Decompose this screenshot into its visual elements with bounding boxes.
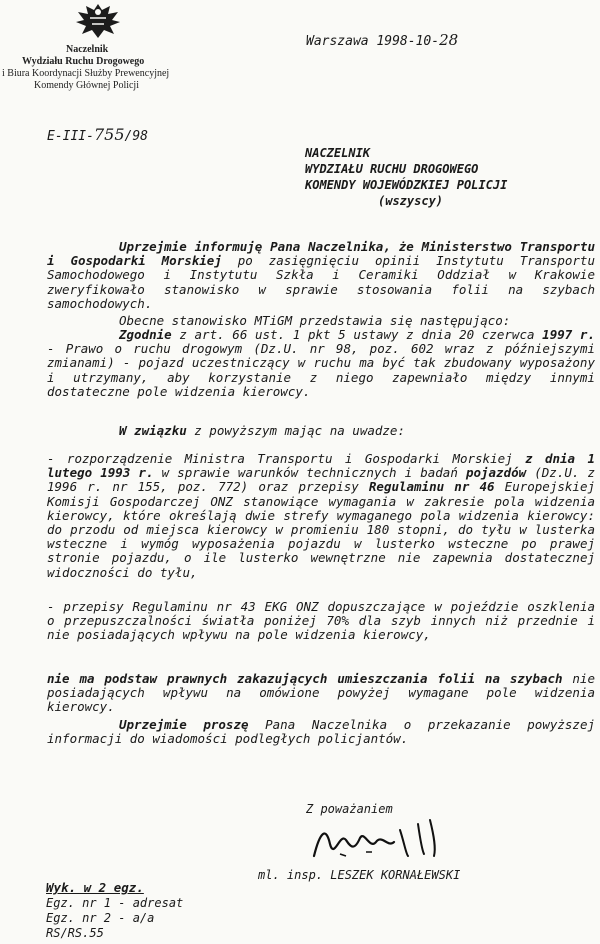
p5-c: w sprawie warunków technicznych i badań: [153, 465, 466, 481]
p5-a: - rozporządzenie Ministra Transportu i Gospodarki Morskiej: [47, 451, 526, 466]
p7-rest: nie posiadających wpływu na omówione powyżej wymagane pole widzenia kierowcy.: [47, 671, 595, 715]
body-paragraph-6: [47, 600, 595, 643]
copies-title: Wyk. w 2 egz.: [46, 880, 144, 895]
p3-rest: - Prawo o ruchu drogowym (Dz.U. nr 98, poz. 602 wraz z późniejszymi zmianami) - pojazd uczestniczący w ruchu ma być tak zbudowany wyposażony i utrzymany, aby korzystanie z niego zapewniało między innymi dostateczne pole widzenia kierowcy.: [47, 341, 595, 399]
signatory: ml. insp. LESZEK KORNAŁEWSKI: [258, 868, 461, 882]
p5-d: pojazdów: [465, 465, 527, 481]
closing-greeting: Z poważaniem: [306, 802, 393, 816]
eagle-crest-icon: [68, 0, 128, 40]
p1-rest: po zasięgnięciu opinii Instytutu Transportu Samochodowego i Instytutu Szkła i Ceramiki Oddział w Krakowie zweryfikowało stanowisko w sprawie stosowania folii na szybach samochodowych.: [47, 253, 595, 311]
copy-1: Egz. nr 1 - adresat: [46, 896, 184, 910]
initials: RS/RS.55: [46, 926, 104, 940]
p7-bold: nie ma podstaw prawnych zakazujących umieszczania folii na szybach: [47, 671, 563, 686]
body-paragraph-8: [47, 718, 595, 746]
p6-text: - przepisy Regulaminu nr 43 EKG ONZ dopuszczające w pojeździe oszklenia o przepuszczalności światła poniżej 70% dla szyb innych niż przednie i nie posiadających wpływu na pole widzenia kierowcy,: [47, 599, 595, 643]
p4-rest: z powyższym mając na uwadze:: [186, 423, 405, 438]
addressee-line-1: NACZELNIK: [305, 146, 371, 160]
handwritten-signature-icon: [300, 812, 470, 868]
body-paragraph-3: [47, 328, 595, 399]
stamp-line-3: i Biura Koordynacji Służby Prewencyjnej: [2, 68, 170, 79]
p5-g: Europejskiej Komisji Gospodarczej ONZ stanowiące wymagania w zakresie pola widzenia kierowcy, które określają dwie strefy wymaganego pola widzenia kierowcy: do przodu od miejsca kierowcy w promieniu 180 stopni, do tyłu w lusterka wsteczne i wymóg wyposażenia pojazdu w lusterko wsteczne po prawej stronie pojazdu, o ile lusterko wewnętrzne nie zapewnia dostatecznej widoczności do tyłu,: [47, 479, 595, 580]
stamp-line-2: Wydziału Ruchu Drogowego: [22, 56, 145, 67]
body-paragraph-5: [47, 452, 595, 580]
ref-handwritten: 755: [93, 125, 125, 144]
p5-e: (Dz.U. z 1996 r. nr 155, poz. 772) oraz przepisy: [47, 465, 596, 495]
p5-f: Regulaminu nr 46: [368, 479, 495, 495]
addressee-line-3: KOMENDY WOJEWÓDZKIEJ POLICJI: [305, 178, 508, 192]
body-paragraph-1: [47, 240, 595, 311]
place-date-typed: Warszawa 1998-10-: [306, 34, 440, 49]
addressee-line-4: (wszyscy): [378, 194, 444, 208]
p2-text: Obecne stanowisko MTiGM przedstawia się następująco:: [119, 313, 511, 328]
p4-bold: W związku: [119, 423, 187, 438]
addressee-line-2: WYDZIAŁU RUCHU DROGOWEGO: [305, 162, 479, 176]
stamp-line-1: Naczelnik: [66, 44, 109, 55]
p8-rest: Pana Naczelnika o przekazanie powyższej informacji do wiadomości podległych policjantów.: [47, 717, 595, 747]
p5-b: z dnia 1 lutego 1993 r.: [47, 451, 595, 481]
p1-bold: Uprzejmie informuję Pana Naczelnika, że Ministerstwo Transportu i Gospodarki Morskiej: [47, 239, 595, 269]
stamp-line-4: Komendy Głównej Policji: [34, 80, 139, 91]
body-paragraph-7: [47, 672, 595, 715]
ref-suffix: /98: [124, 129, 148, 144]
p8-bold: Uprzejmie proszę: [119, 717, 249, 732]
p3-bold: Zgodnie: [119, 327, 172, 342]
reference-number: [47, 127, 148, 144]
p3-bold-2: 1997 r.: [542, 327, 595, 342]
ref-prefix: E-III-: [47, 129, 94, 144]
place-date: [306, 33, 458, 49]
copy-2: Egz. nr 2 - a/a: [46, 911, 155, 925]
p3-mid: z art. 66 ust. 1 pkt 5 ustawy z dnia 20 czerwca: [171, 327, 543, 342]
date-handwritten: 28: [439, 31, 459, 49]
body-paragraph-4: [47, 424, 595, 438]
